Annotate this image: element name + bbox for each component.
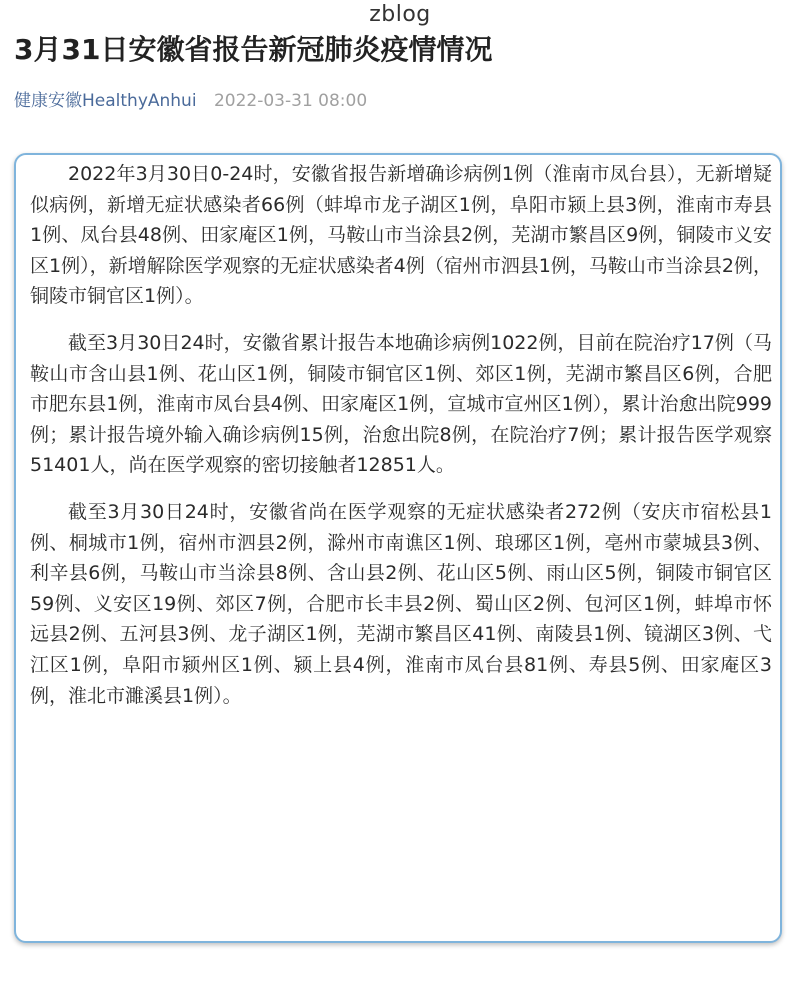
paragraph-new-cases: 2022年3月30日0-24时，安徽省报告新增确诊病例1例（淮南市凤台县），无新增疑似病例，新增无症状感染者66例（蚌埠市龙子湖区1例，阜阳市颍上县3例，淮南市寿县1例、凤台县48例、田家庵区1例，马鞍山市当涂县2例，芜湖市繁昌区9例，铜陵市义安区1例），新增解除医学观察的无症状感染者4例（宿州市泗县1例，马鞍山市当涂县2例，铜陵市铜官区1例）。 [30, 163, 772, 308]
paragraph-cumulative-confirmed: 截至3月30日24时，安徽省累计报告本地确诊病例1022例，目前在院治疗17例（马鞍山市含山县1例、花山区1例，铜陵市铜官区1例、郊区1例，芜湖市繁昌区6例，合肥市肥东县1例，淮南市凤台县4例、田家庵区1例，宣城市宣州区1例），累计治愈出院999例；累计报告境外输入确诊病例15例，治愈出院8例，在院治疗7例；累计报告医学观察51401人，尚在医学观察的密切接触者12851人。 [30, 331, 772, 477]
watermark: zblog [369, 2, 431, 27]
paragraph-asymptomatic-under-observation: 截至3月30日24时，安徽省尚在医学观察的无症状感染者272例（安庆市宿松县1例、桐城市1例，宿州市泗县2例，滁州市南谯区1例、琅琊区1例，亳州市蒙城县3例、利辛县6例，马鞍山市当涂县8例、含山县2例、花山区5例、雨山区5例，铜陵市铜官区59例、义安区19例、郊区7例，合肥市长丰县2例、蜀山区2例、包河区1例，蚌埠市怀远县2例、五河县3例、龙子湖区1例，芜湖市繁昌区41例、南陵县1例、镜湖区3例、弋江区1例，阜阳市颍州区1例、颍上县4例，淮南市凤台县81例、寿县5例、田家庵区3例，淮北市濉溪县1例）。 [30, 500, 772, 707]
article-meta [14, 86, 367, 111]
article-title: 3月31日安徽省报告新冠肺炎疫情情况 [14, 33, 493, 66]
article-content-card [14, 153, 782, 943]
publish-date: 2022-03-31 08:00 [213, 91, 368, 111]
author-link[interactable]: 健康安徽HealthyAnhui [14, 91, 197, 111]
